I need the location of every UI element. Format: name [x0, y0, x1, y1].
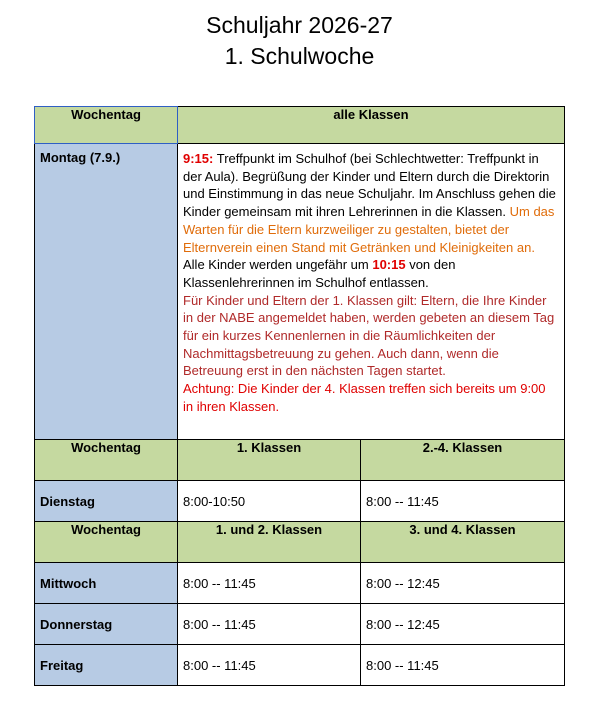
title-line-2: 1. Schulwoche: [224, 43, 375, 69]
monday-text-1: Treffpunkt im Schulhof (bei Schlechtwetter: Treffpunkt in der Aula). Begrüßung der Kinder und Eltern durch die Direktorin und Einstimmung in das neue Schuljahr. Im Anschluss gehen die Kinder gemeinsam mit ihren Lehrerinnen in die Klassen.: [183, 151, 556, 220]
header-weekday: Wochentag: [35, 107, 178, 144]
row-wednesday: [35, 563, 565, 604]
monday-text-red: Achtung: Die Kinder der 4. Klassen treffen sich bereits um 9:00 in ihren Klassen.: [183, 381, 546, 414]
header-all-classes: alle Klassen: [178, 107, 565, 144]
day-wednesday: Mittwoch: [35, 563, 178, 604]
time-915: 9:15:: [183, 151, 214, 166]
header-weekday-2: Wochentag: [35, 440, 178, 481]
header-row-1: [35, 107, 565, 144]
header-class-2-4: 2.-4. Klassen: [361, 440, 565, 481]
row-thursday: [35, 604, 565, 645]
wednesday-time-b: 8:00 -- 12:45: [361, 563, 565, 604]
day-thursday: Donnerstag: [35, 604, 178, 645]
row-tuesday: [35, 481, 565, 522]
day-tuesday: Dienstag: [35, 481, 178, 522]
day-monday: Montag (7.9.): [35, 144, 178, 440]
friday-time-b: 8:00 -- 11:45: [361, 645, 565, 686]
row-monday: [35, 144, 565, 440]
time-1015: 10:15: [372, 257, 406, 273]
monday-text-orange: Um das Warten für die Eltern kurzweiliger zu gestalten, bietet der Elternverein einen Stand mit Getränken und Kleinigkeiten an.: [183, 204, 555, 255]
day-friday: Freitag: [35, 645, 178, 686]
title-line-1: Schuljahr 2026-27: [206, 12, 393, 38]
thursday-time-a: 8:00 -- 11:45: [178, 604, 361, 645]
friday-time-a: 8:00 -- 11:45: [178, 645, 361, 686]
header-row-2: [35, 440, 565, 481]
schedule-table: [34, 106, 565, 686]
header-class-1-2: 1. und 2. Klassen: [178, 522, 361, 563]
tuesday-time-b: 8:00 -- 11:45: [361, 481, 565, 522]
header-row-3: [35, 522, 565, 563]
row-friday: [35, 645, 565, 686]
monday-text-2b: von den Klassenlehrerinnen im Schulhof entlassen.: [183, 257, 456, 290]
header-class-1: 1. Klassen: [178, 440, 361, 481]
header-weekday-3: Wochentag: [35, 522, 178, 563]
monday-text-darkred: Für Kinder und Eltern der 1. Klassen gilt: Eltern, die Ihre Kinder in der NABE angemeldet haben, werden gebeten an diesem Tag für ein kurzes Kennenlernen in die Räumlichkeiten der Nachmittagsbetreuung zu gehen. Auch dann, wenn die Betreuung erst in den nächsten Tagen startet.: [183, 292, 555, 379]
header-class-3-4: 3. und 4. Klassen: [361, 522, 565, 563]
monday-description: [178, 144, 565, 440]
tuesday-time-a: 8:00-10:50: [178, 481, 361, 522]
thursday-time-b: 8:00 -- 12:45: [361, 604, 565, 645]
page-title: [0, 10, 599, 72]
monday-text-2a: Alle Kinder werden ungefähr um: [183, 257, 373, 273]
wednesday-time-a: 8:00 -- 11:45: [178, 563, 361, 604]
